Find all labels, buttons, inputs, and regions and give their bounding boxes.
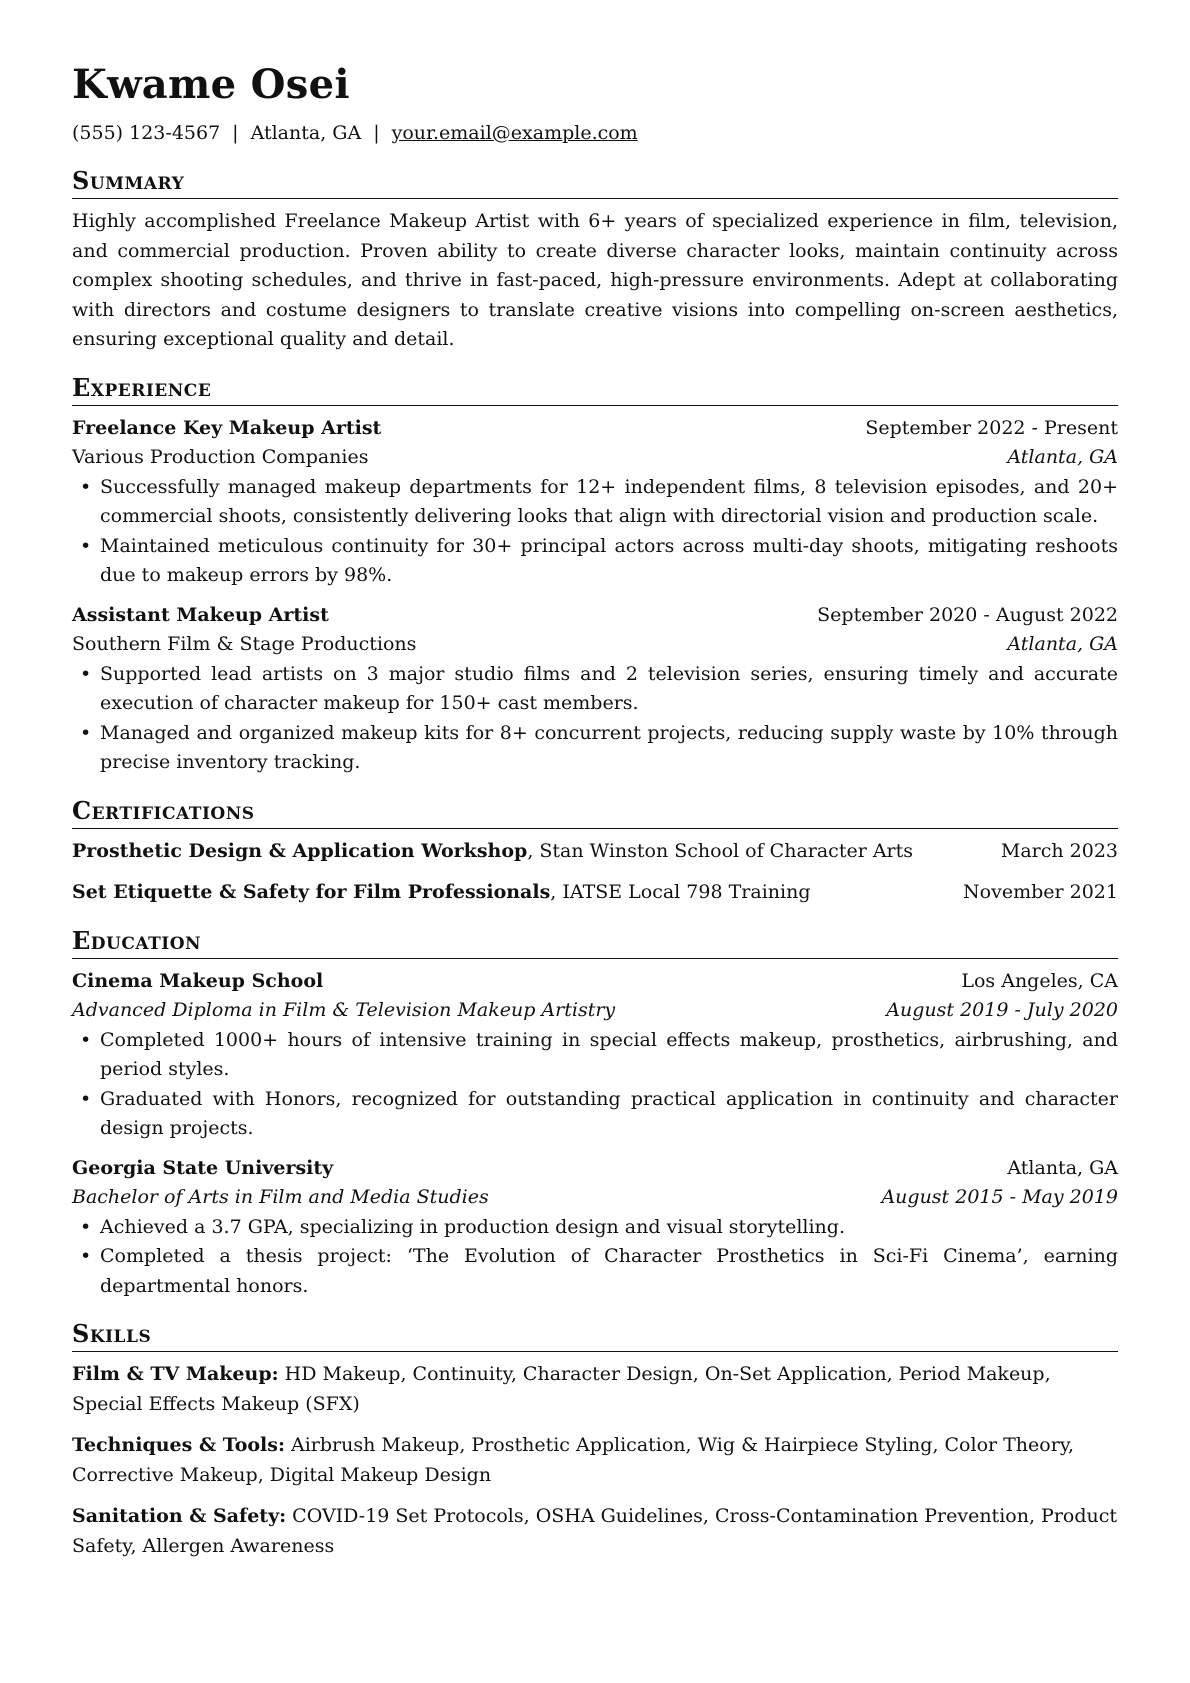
email-link[interactable]: your.email@example.com bbox=[391, 122, 638, 144]
job-bullets bbox=[72, 473, 1118, 591]
education-bullets bbox=[72, 1213, 1118, 1302]
degree-name: Advanced Diploma in Film & Television Makeup Artistry bbox=[72, 999, 616, 1021]
certification-item bbox=[72, 837, 1118, 867]
skill-group-items: Airbrush Makeup, Prosthetic Application, Wig & Hairpiece Styling, Color Theory, Corrective Makeup, Digital Makeup Design bbox=[72, 1434, 1075, 1486]
certification-name: Set Etiquette & Safety for Film Professionals bbox=[72, 881, 551, 903]
job-title: Freelance Key Makeup Artist bbox=[72, 416, 382, 439]
certification-name: Prosthetic Design & Application Workshop bbox=[72, 839, 528, 862]
bullet-item: • Graduated with Honors, recognized for outstanding practical application in continuity and character design projects. bbox=[72, 1085, 1118, 1144]
certification-date: November 2021 bbox=[963, 881, 1118, 903]
job-dates: September 2020 - August 2022 bbox=[817, 603, 1118, 626]
job-bullets bbox=[72, 660, 1118, 778]
summary-section bbox=[72, 166, 1118, 355]
skill-group bbox=[72, 1360, 1118, 1419]
school-name: Cinema Makeup School bbox=[72, 969, 324, 992]
bullet-item: • Managed and organized makeup kits for 8+ concurrent projects, reducing supply waste by 10% through precise inventory tracking. bbox=[72, 719, 1118, 778]
skill-group bbox=[72, 1502, 1118, 1561]
degree-name: Bachelor of Arts in Film and Media Studies bbox=[72, 1186, 489, 1208]
education-entry bbox=[72, 967, 1118, 1144]
experience-entry bbox=[72, 601, 1118, 778]
certifications-section bbox=[72, 796, 1118, 908]
bullet-item: • Achieved a 3.7 GPA, specializing in production design and visual storytelling. bbox=[72, 1213, 1118, 1243]
certification-date: March 2023 bbox=[1000, 839, 1118, 862]
section-title-certifications: Certifications bbox=[72, 796, 1118, 829]
school-name: Georgia State University bbox=[72, 1156, 334, 1179]
job-location: Atlanta, GA bbox=[1007, 446, 1118, 468]
section-title-summary: Summary bbox=[72, 166, 1118, 199]
bullet-item: • Completed 1000+ hours of intensive training in special effects makeup, prosthetics, airbrushing, and period styles. bbox=[72, 1026, 1118, 1085]
experience-section bbox=[72, 373, 1118, 778]
skill-group-items: COVID-19 Set Protocols, OSHA Guidelines, Cross-Contamination Prevention, Product Safety, Allergen Awareness bbox=[72, 1505, 1118, 1557]
education-dates: August 2015 - May 2019 bbox=[881, 1186, 1118, 1208]
candidate-name: Kwame Osei bbox=[72, 61, 350, 108]
bullet-item: • Maintained meticulous continuity for 30+ principal actors across multi-day shoots, mitigating reshoots due to makeup errors by 98%. bbox=[72, 532, 1118, 591]
skill-group bbox=[72, 1431, 1118, 1490]
summary-text: Highly accomplished Freelance Makeup Artist with 6+ years of specialized experience in film, television, and commercial production. Proven ability to create diverse character looks, maintain continuity across complex shooting schedules, and thrive in fast-paced, high-pressure environments. Adept at collaborating with directors and costume designers to translate creative visions into compelling on-screen aesthetics, ensuring exceptional quality and detail. bbox=[72, 210, 1118, 350]
phone-number: (555) 123-4567 bbox=[72, 122, 221, 144]
skill-group-items: HD Makeup, Continuity, Character Design, On-Set Application, Period Makeup, Special Effects Makeup (SFX) bbox=[72, 1363, 1051, 1415]
education-entry bbox=[72, 1154, 1118, 1302]
education-dates: August 2019 - July 2020 bbox=[886, 999, 1118, 1021]
company-name: Various Production Companies bbox=[72, 446, 369, 468]
education-section bbox=[72, 926, 1118, 1302]
job-title: Assistant Makeup Artist bbox=[72, 603, 329, 626]
section-title-skills: Skills bbox=[72, 1319, 1118, 1352]
experience-entry bbox=[72, 414, 1118, 591]
skill-group-label: Sanitation & Safety: bbox=[72, 1505, 287, 1527]
skill-group-label: Techniques & Tools: bbox=[72, 1434, 285, 1456]
section-title-education: Education bbox=[72, 926, 1118, 959]
school-location: Los Angeles, CA bbox=[961, 969, 1118, 992]
skill-group-label: Film & TV Makeup: bbox=[72, 1363, 279, 1385]
school-location: Atlanta, GA bbox=[1007, 1156, 1118, 1179]
section-title-experience: Experience bbox=[72, 373, 1118, 406]
certification-issuer: , IATSE Local 798 Training bbox=[550, 881, 811, 903]
certification-issuer: , Stan Winston School of Character Arts bbox=[527, 839, 914, 862]
contact-separator: | bbox=[373, 122, 380, 144]
location: Atlanta, GA bbox=[250, 122, 362, 144]
certification-item bbox=[72, 878, 1118, 908]
skills-section bbox=[72, 1319, 1118, 1561]
contact-line bbox=[72, 118, 1118, 148]
company-name: Southern Film & Stage Productions bbox=[72, 633, 417, 655]
bullet-item: • Supported lead artists on 3 major studio films and 2 television series, ensuring timely and accurate execution of character makeup for 150+ cast members. bbox=[72, 660, 1118, 719]
bullet-item: • Completed a thesis project: ‘The Evolution of Character Prosthetics in Sci-Fi Cinema’, earning departmental honors. bbox=[72, 1242, 1118, 1301]
job-dates: September 2022 - Present bbox=[865, 416, 1118, 439]
bullet-item: • Successfully managed makeup departments for 12+ independent films, 8 television episodes, and 20+ commercial shoots, consistently delivering looks that align with directorial vision and production scale. bbox=[72, 473, 1118, 532]
job-location: Atlanta, GA bbox=[1007, 633, 1118, 655]
contact-separator: | bbox=[232, 122, 239, 144]
education-bullets bbox=[72, 1026, 1118, 1144]
